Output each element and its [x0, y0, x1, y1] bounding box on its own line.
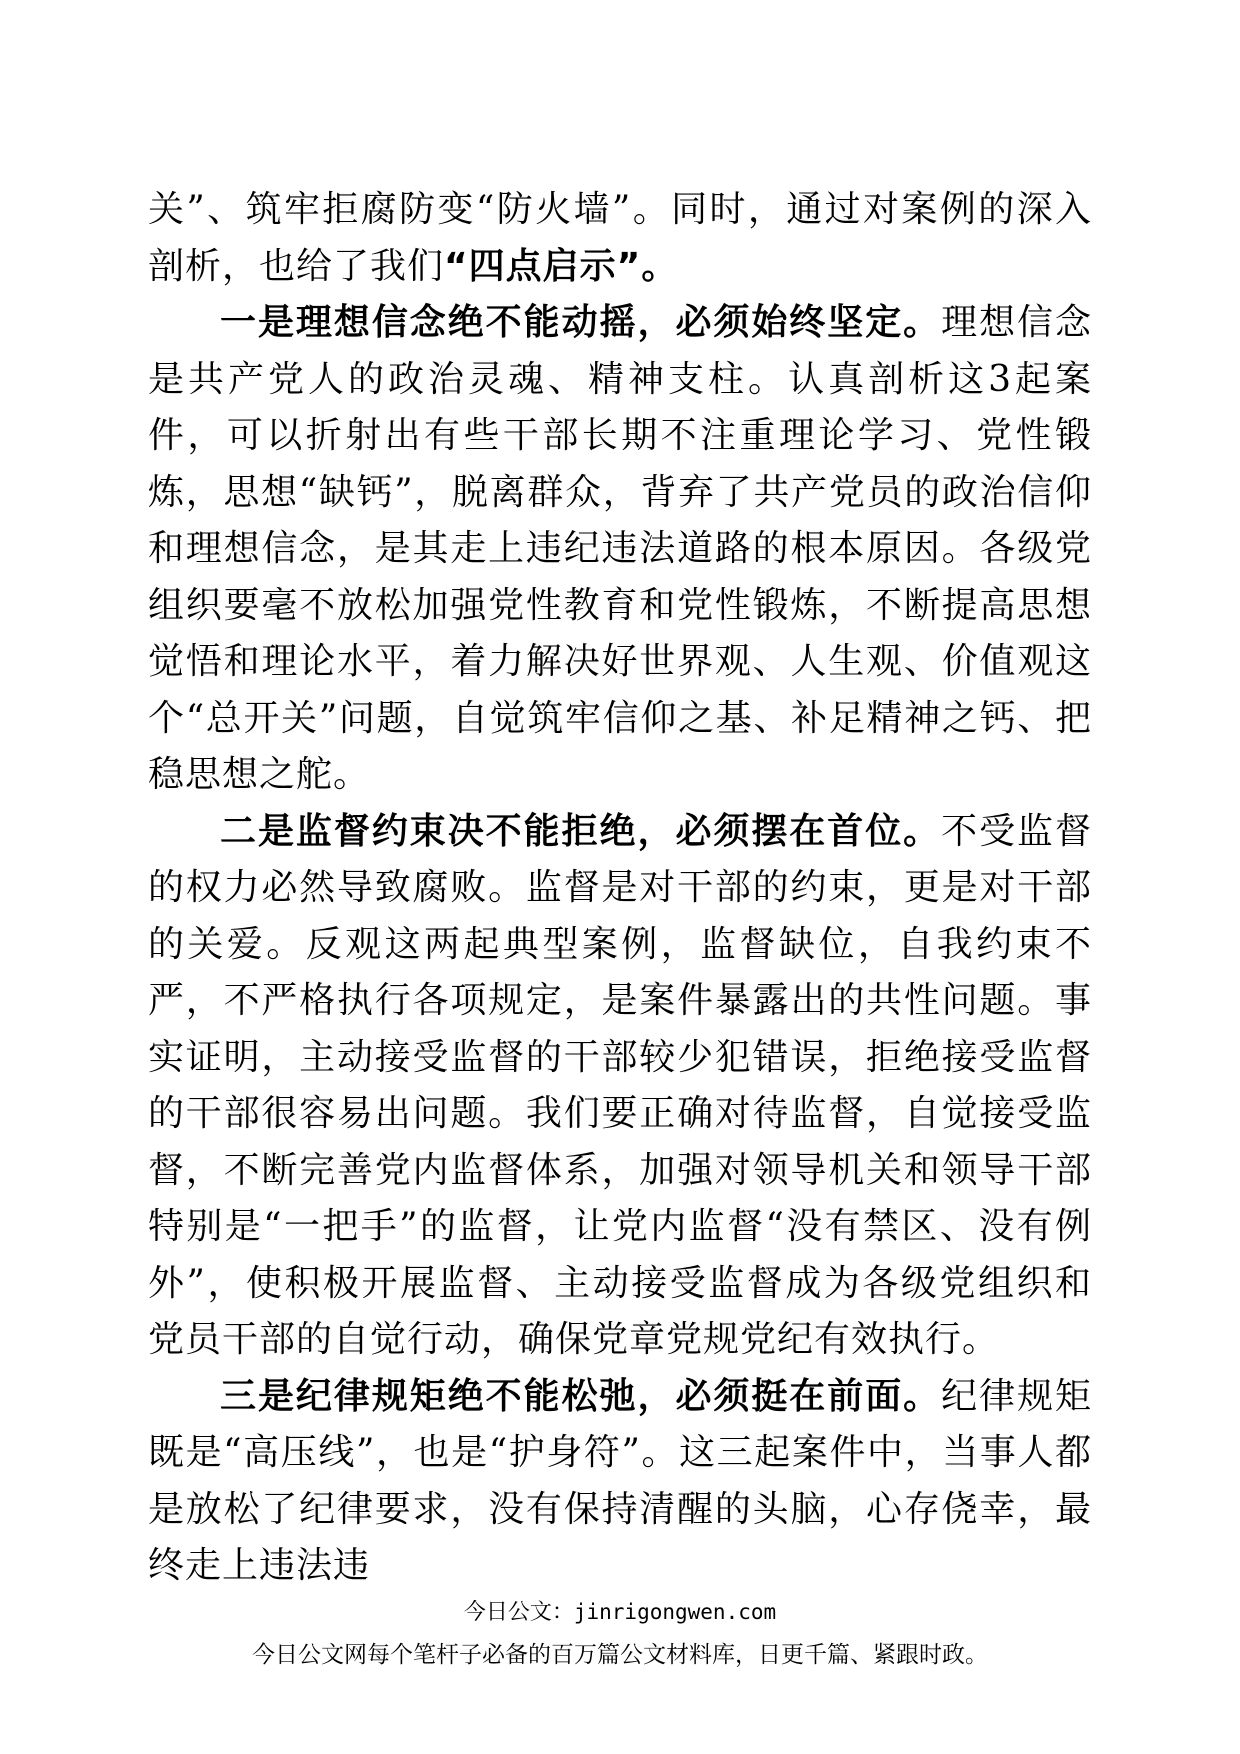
paragraph-1-bold-tail: “四点启示”。 [444, 245, 679, 287]
paragraph-4-heading: 三是纪律规矩绝不能松弛，必须挺在前面。 [220, 1375, 942, 1417]
footer-tagline: 今日公文网每个笔杆子必备的百万篇公文材料库，日更千篇、紧跟时政。 [252, 1642, 988, 1668]
paragraph-2 [148, 295, 1092, 804]
paragraph-3-heading: 二是监督约束决不能拒绝，必须摆在首位。 [220, 810, 942, 852]
paragraph-2-text: 理想信念是共产党人的政治灵魂、精神支柱。认真剖析这3起案件，可以折射出有些干部长期不注重理论学习、党性锻炼，思想“缺钙”，脱离群众，背弃了共产党员的政治信仰和理想信念，是其走上违纪违法道路的根本原因。各级党组织要毫不放松加强党性教育和党性锻炼，不断提高思想觉悟和理论水平，着力解决好世界观、人生观、价值观这个“总开关”问题，自觉筑牢信仰之基、补足精神之钙、把稳思想之舵。 [148, 302, 1092, 795]
paragraph-4 [148, 1369, 1092, 1595]
footer-site [0, 1595, 1240, 1626]
paragraph-3-text: 不受监督的权力必然导致腐败。监督是对干部的约束，更是对干部的关爱。反观这两起典型案例，监督缺位，自我约束不严，不严格执行各项规定，是案件暴露出的共性问题。事实证明，主动接受监督的干部较少犯错误，拒绝接受监督的干部很容易出问题。我们要正确对待监督，自觉接受监督，不断完善党内监督体系，加强对领导机关和领导干部特别是“一把手”的监督，让党内监督“没有禁区、没有例外”，使积极开展监督、主动接受监督成为各级党组织和党员干部的自觉行动，确保党章党规党纪有效执行。 [148, 810, 1092, 1360]
document-body [148, 182, 1092, 1595]
paragraph-4-text: 纪律规矩既是“高压线”，也是“护身符”。这三起案件中，当事人都是放松了纪律要求，没有保持清醒的头脑，心存侥幸，最终走上违法违 [148, 1375, 1092, 1586]
paragraph-1 [148, 182, 1092, 295]
footer-site-label: 今日公文： [463, 1600, 574, 1625]
footer-site-link[interactable]: jinrigongwen.com [573, 1600, 777, 1624]
paragraph-3 [148, 804, 1092, 1369]
paragraph-1-text: 关”、筑牢拒腐防变“防火墙”。同时，通过对案例的深入剖析，也给了我们 [148, 189, 1092, 287]
paragraph-2-heading: 一是理想信念绝不能动摇，必须始终坚定。 [220, 302, 942, 343]
